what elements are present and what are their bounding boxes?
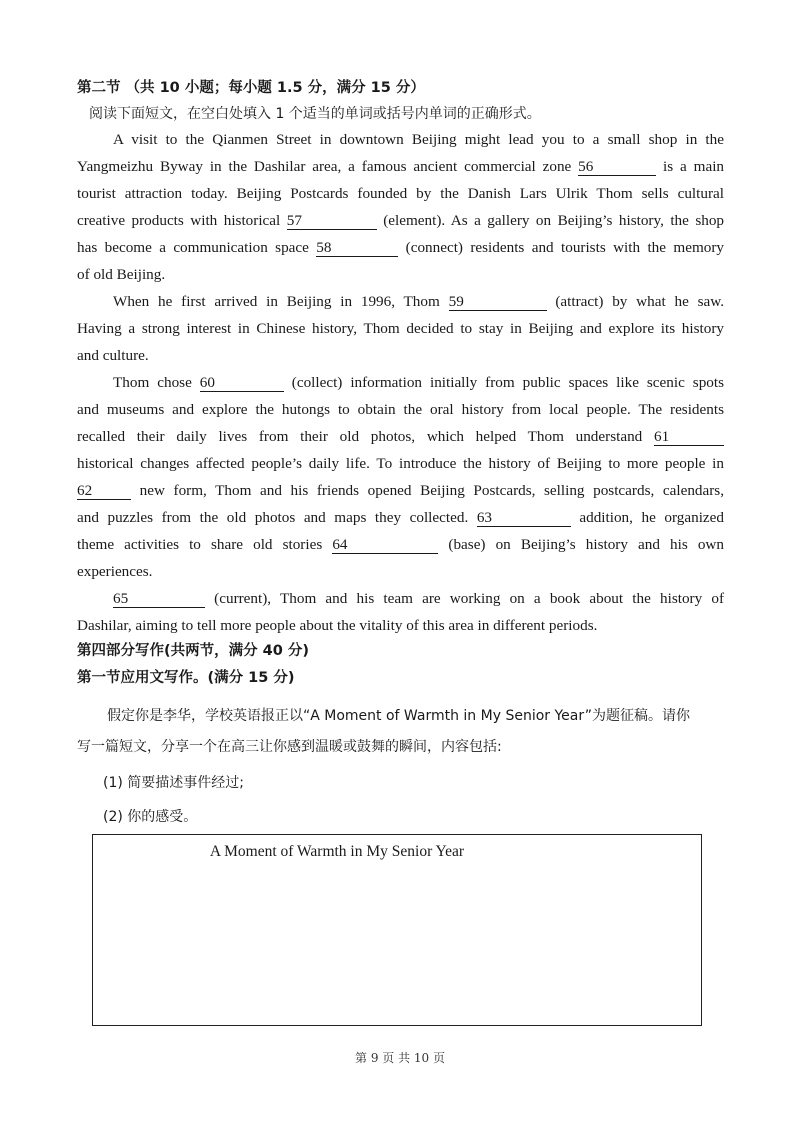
- blank-64[interactable]: 64: [332, 536, 438, 554]
- prompt-item: (2) 你的感受。: [103, 809, 198, 825]
- passage-line: has become a communication space 58 (connect) residents and tourists with the memory: [77, 239, 724, 256]
- prompt-item: (1) 简要描述事件经过;: [103, 775, 244, 791]
- blank-65[interactable]: 65: [113, 590, 205, 608]
- passage-line: 65 (current), Thom and his team are working on a book about the history of: [113, 590, 725, 607]
- passage-line: historical changes affected people’s daily life. To introduce the history of Beijing to more people in: [77, 455, 724, 472]
- part4-heading: 第四部分写作(共两节，满分 40 分): [77, 643, 310, 659]
- passage-line: creative products with historical 57 (element). As a gallery on Beijing’s history, the shop: [77, 212, 725, 229]
- blank-61[interactable]: 61: [654, 428, 724, 446]
- blank-60[interactable]: 60: [200, 374, 284, 392]
- passage-line: and puzzles from the old photos and maps they collected. 63 addition, he organized: [77, 509, 725, 526]
- passage-line: When he first arrived in Beijing in 1996, Thom 59 (attract) by what he saw.: [113, 293, 725, 310]
- passage-line: Thom chose 60 (collect) information initially from public spaces like scenic spots: [113, 374, 725, 391]
- passage-line: recalled their daily lives from their old photos, which helped Thom understand 61: [77, 427, 724, 447]
- answer-box[interactable]: [92, 834, 702, 1026]
- blank-56[interactable]: 56: [578, 158, 656, 176]
- writing-prompt: 写一篇短文，分享一个在高三让你感到温暖或鼓舞的瞬间，内容包括:: [77, 739, 502, 755]
- answer-box-title: A Moment of Warmth in My Senior Year: [209, 843, 465, 860]
- blank-57[interactable]: 57: [287, 212, 377, 230]
- blank-62[interactable]: 62: [77, 482, 131, 500]
- blank-59[interactable]: 59: [449, 293, 547, 311]
- passage-line: 62 new form, Thom and his friends opened Beijing Postcards, selling postcards, calendars,: [77, 482, 725, 499]
- section-instruction: 阅读下面短文，在空白处填入 1 个适当的单词或括号内单词的正确形式。: [89, 106, 541, 122]
- passage-line: tourist attraction today. Beijing Postcards founded by the Danish Lars Ulrik Thom sells cultural: [77, 185, 724, 202]
- blank-63[interactable]: 63: [477, 509, 571, 527]
- section-heading: 第二节 （共 10 小题；每小题 1.5 分，满分 15 分）: [77, 80, 425, 96]
- passage-line: Dashilar, aiming to tell more people about the vitality of this area in different periods.: [77, 617, 598, 634]
- blank-58[interactable]: 58: [316, 239, 398, 257]
- passage-line: of old Beijing.: [77, 266, 166, 283]
- passage-line: and culture.: [77, 347, 149, 364]
- passage-line: Yangmeizhu Byway in the Dashilar area, a famous ancient commercial zone 56 is a main: [77, 158, 725, 175]
- passage-line: and museums and explore the hutongs to obtain the oral history from local people. The residents: [77, 401, 724, 418]
- page-number: 第 9 页 共 10 页: [355, 1051, 445, 1065]
- writing-prompt: 假定你是李华，学校英语报正以“A Moment of Warmth in My Senior Year”为题征稿。请你: [107, 708, 690, 724]
- passage-line: A visit to the Qianmen Street in downtown Beijing might lead you to a small shop in the: [113, 131, 724, 148]
- passage-line: experiences.: [77, 563, 153, 580]
- passage-line: theme activities to share old stories 64 (base) on Beijing’s history and his own: [77, 536, 724, 553]
- part4-subheading: 第一节应用文写作。(满分 15 分): [77, 670, 295, 686]
- passage-line: Having a strong interest in Chinese history, Thom decided to stay in Beijing and explore its history: [77, 320, 724, 337]
